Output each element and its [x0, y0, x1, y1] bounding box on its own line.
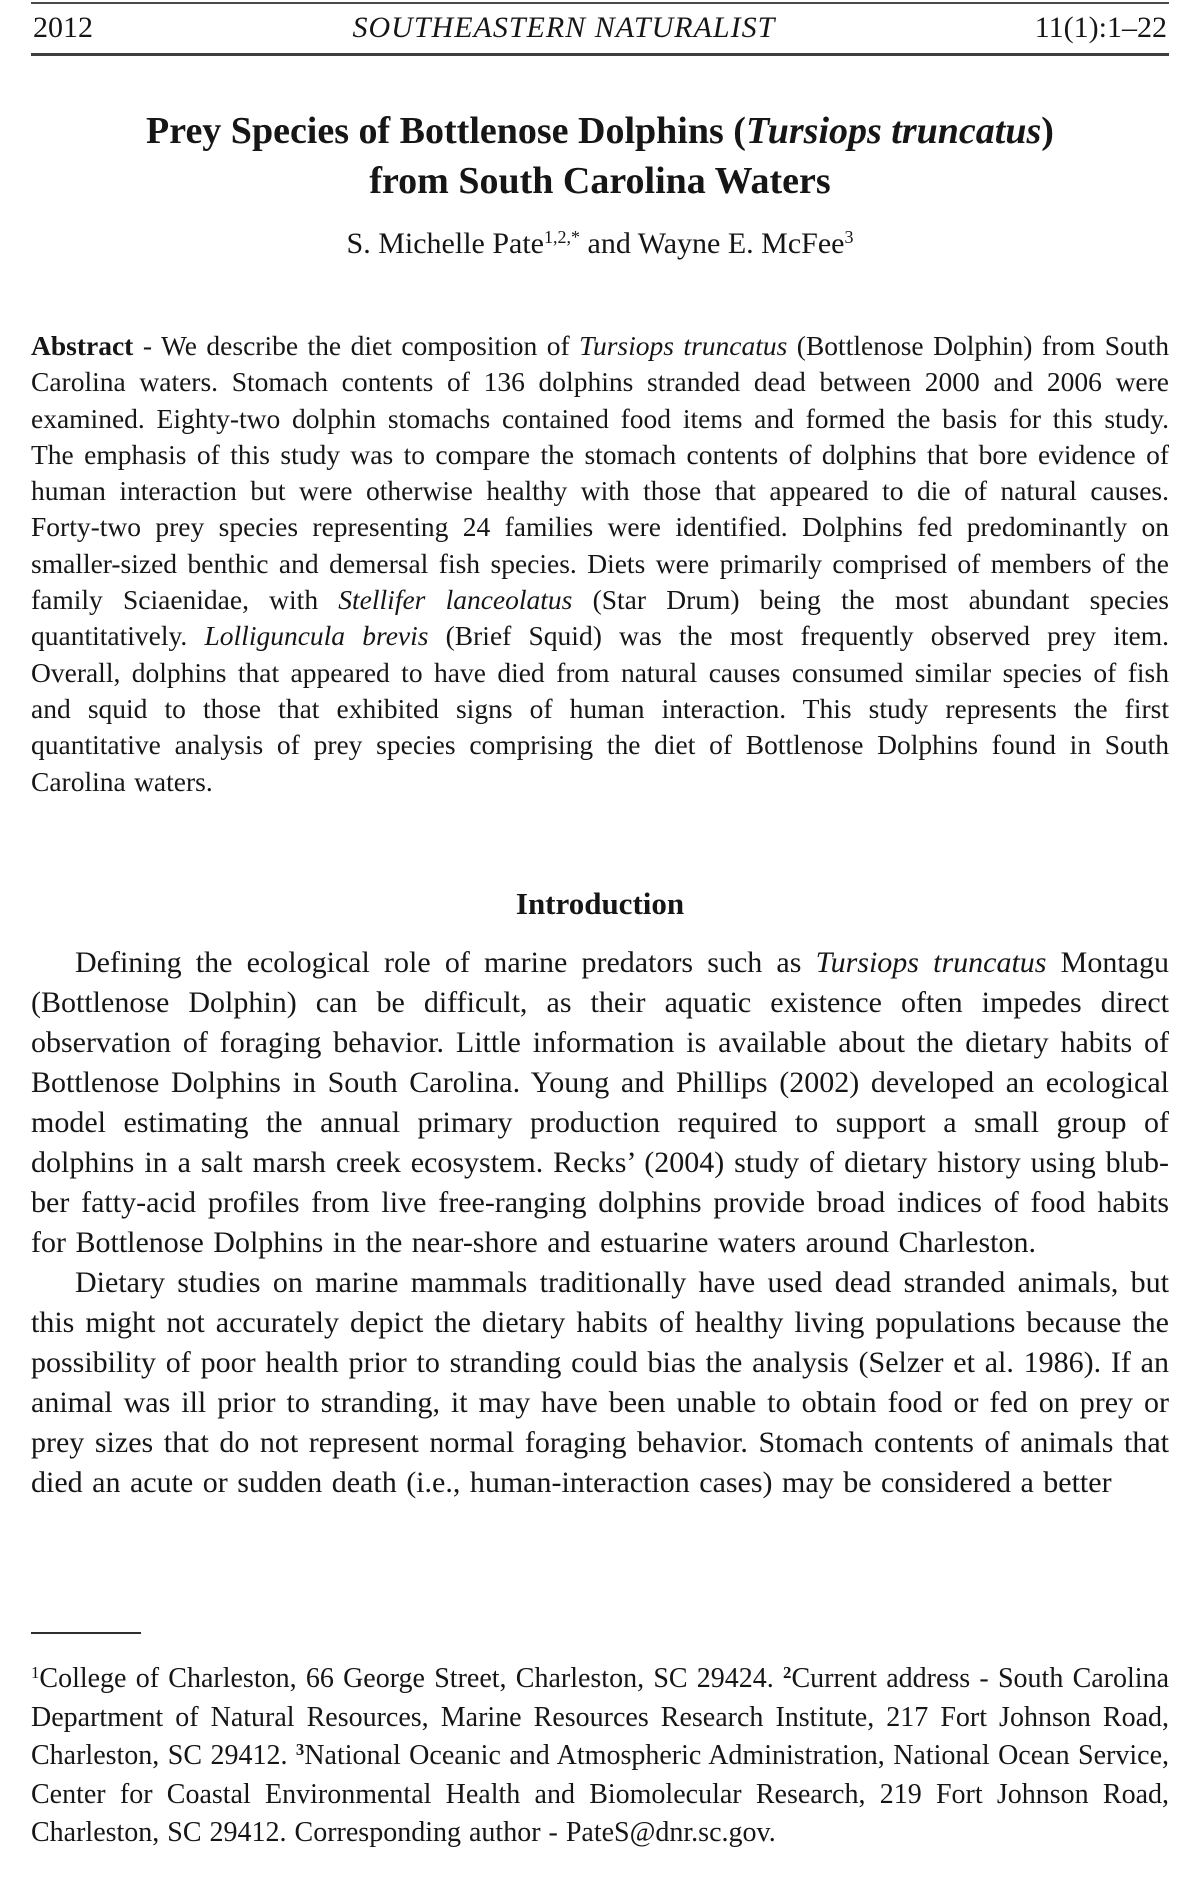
author-2-affiliation-superscript: 3 [844, 227, 854, 248]
body-text-run: Defining the ecological role of marine predators such as [75, 946, 816, 979]
author-1-affiliation-superscript: 1,2,* [544, 227, 580, 248]
author-2-name: Wayne E. McFee [637, 227, 845, 260]
abstract-text-run: (Bottlenose Dolphin) from South Carolina waters. Stomach contents of 136 dolphins stranded dead between 2000 and 2006 were examined. Eighty-two dolphin stomachs contained food items and formed the basis for this study. The emphasis of this study was to compare the stomach contents of dolphins that bore evidence of human interaction but were otherwise healthy with those that appeared to die of natural causes. Forty-two prey species representing 24 families were identified. Dolphins fed predominantly on smaller-sized benthic and demersal fish species. Diets were primarily comprised of members of the family Sciaenidae, with [31, 330, 1169, 616]
author-byline [31, 226, 1169, 262]
title-text-after-species: ) [1041, 110, 1054, 152]
running-head-volume-pages: 11(1):1–22 [1034, 11, 1167, 44]
author-joiner: and [580, 227, 638, 260]
footnote-3-text: National Oceanic and Atmospheric Administration, National Ocean Service, Center for Coastal Environmental Health and Biomolecular Research, 219 Fort Johnson Road, Charleston, SC 29412. Corresponding author - PateS@dnr.sc.gov. [31, 1740, 1169, 1848]
section-heading-introduction: Introduction [515, 886, 685, 921]
article-title-line-1 [31, 106, 1169, 156]
running-head-year: 2012 [33, 11, 93, 44]
title-species-name: Tursiops truncatus [745, 110, 1042, 152]
introduction-paragraph-1 [31, 943, 1169, 1263]
article-title [31, 106, 1169, 206]
introduction-body [31, 943, 1169, 1623]
abstract-species-name: Stellifer lanceolatus [338, 584, 573, 616]
author-1-name: S. Michelle Pate [346, 227, 544, 260]
footnote-2-superscript: 2 [783, 1662, 792, 1682]
footnote-1-superscript: 1 [31, 1662, 40, 1682]
running-head-journal-name: SOUTHEASTERN NATURALIST [352, 11, 776, 44]
abstract-label: Abstract [31, 330, 134, 361]
running-head [31, 2, 1169, 56]
abstract-text-run: (Star Drum) being the most abundant species quantitatively. [31, 584, 1169, 652]
footnote-1-text: College of Charleston, 66 George Street, Charleston, SC 29424. [39, 1663, 784, 1694]
footnote-separator-rule [31, 1632, 141, 1634]
article-title-line-2: from South Carolina Waters [369, 160, 831, 202]
introduction-paragraph-2: Dietary studies on marine mammals traditionally have used dead stranded animals, but this might not accurately depict the dietary habits of healthy living populations because the possibility of poor health prior to stranding could bias the analysis (Selzer et al. 1986). If an animal was ill prior to stranding, it may have been unable to obtain food or fed on prey or prey sizes that do not represent normal foraging behavior. Stomach contents of animals that died an acute or sudden death (i.e., human-interaction cases) may be considered a better [31, 1266, 1169, 1499]
abstract-label-separator: - [133, 330, 161, 361]
author-affiliation-footnotes [31, 1660, 1169, 1853]
title-text-before-species: Prey Species of Bottlenose Dolphins ( [146, 110, 746, 152]
abstract-paragraph [31, 328, 1169, 837]
abstract-species-name: Tursiops truncatus [579, 330, 788, 361]
abstract-species-name: Lolliguncula brevis [204, 620, 429, 652]
abstract-text-run: We describe the diet composition of [160, 330, 580, 361]
body-text-run: Montagu (Bottlenose Dolphin) can be difficult, as their aquatic existence often impedes direct observation of foraging behavior. Little information is available about the dietary habits of Bottlenose Dolphins in South Carolina. Young and Phillips (2002) developed an ecological model estimating the annual primary production required to support a small group of dolphins in a salt marsh creek ecosystem. Recks’ (2004) study of dietary history using blubber fatty-acid profiles from live free-ranging dolphins provide broad indices of food habits for Bottlenose Dolphins in the near-shore and estuarine waters around Charleston. [31, 946, 1169, 1259]
footnote-2-text: Current address - South Carolina Department of Natural Resources, Marine Resources Research Institute, 217 Fort Johnson Road, Charleston, SC 29412. [31, 1663, 1169, 1771]
body-species-name: Tursiops truncatus [815, 946, 1047, 979]
footnote-3-superscript: 3 [295, 1739, 305, 1759]
abstract-text-run: (Brief Squid) was the most frequently observed prey item. Overall, dolphins that appeared to have died from natural causes consumed similar species of fish and squid to those that exhibited signs of human interaction. This study represents the first quantitative analysis of prey species comprising the diet of Bottlenose Dolphins found in South Carolina waters. [31, 620, 1169, 797]
